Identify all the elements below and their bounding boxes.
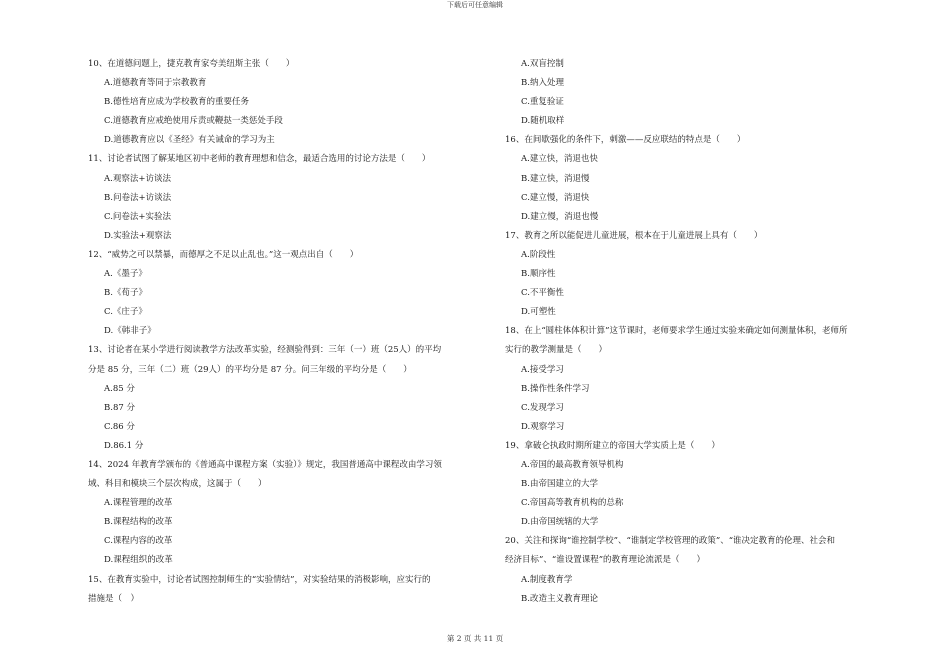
question-continuation: 域、科目和模块三个层次构成，这属于（ ） <box>88 479 267 490</box>
answer-option: A.课程管理的改革 <box>104 498 173 509</box>
question-text: 20、关注和探询“谁控制学校”、“谁制定学校管理的政策”、“谁决定教育的伦理、社会和 <box>505 536 836 547</box>
answer-option: A.道德教育等同于宗教教育 <box>104 78 207 89</box>
question-continuation: 实行的教学测量是（ ） <box>505 345 608 356</box>
answer-option: D.随机取样 <box>521 116 565 127</box>
answer-option: B.顺序性 <box>521 269 556 280</box>
left-column <box>88 55 488 609</box>
answer-option: A.帝国的最高教育领导机构 <box>521 459 624 470</box>
answer-option: A.双盲控制 <box>521 59 564 69</box>
answer-option: C.帝国高等教育机构的总称 <box>521 498 624 509</box>
question-text: 10、在道德问题上，捷克教育家夸美纽斯主张（ ） <box>88 59 295 69</box>
question-text: 17、教育之所以能促进儿童进展，根本在于儿童进展上具有（ ） <box>505 230 763 241</box>
question-text: 19、拿破仑执政时期所建立的帝国大学实质上是（ ） <box>505 440 720 451</box>
answer-option: B.87 分 <box>104 402 135 413</box>
answer-option: A.制度教育学 <box>521 574 573 585</box>
answer-option: A.观察法+访谈法 <box>104 173 171 184</box>
answer-option: C.不平衡性 <box>521 288 564 299</box>
answer-option: A.建立快，消退也快 <box>521 154 598 165</box>
question-text: 15、在教育实验中，讨论者试图控制师生的“实验情结”，对实验结果的消极影响，应实行的 <box>88 574 431 585</box>
answer-option: B.《荀子》 <box>104 288 147 299</box>
answer-option: C.重复验证 <box>521 97 564 108</box>
answer-option: C.道德教育应戒绝使用斥责或鞭挞一类惩处手段 <box>104 116 283 127</box>
answer-option: C.课程内容的改革 <box>104 536 173 547</box>
answer-option: D.可塑性 <box>521 307 556 318</box>
answer-option: D.《韩非子》 <box>104 326 156 337</box>
answer-option: D.建立慢，消退也慢 <box>521 211 599 222</box>
question-text: 16、在间歇强化的条件下，刺激——反应联结的特点是（ ） <box>505 135 746 146</box>
question-text: 18、在上“圆柱体体积计算”这节课时，老师要求学生通过实验来确定如何测量体积，老师所 <box>505 326 848 337</box>
answer-option: B.改造主义教育理论 <box>521 593 598 604</box>
answer-option: D.86.1 分 <box>104 440 144 451</box>
answer-option: C.86 分 <box>104 421 135 432</box>
page-header-note: 下载后可任意编辑 <box>447 1 503 9</box>
answer-option: D.课程组织的改革 <box>104 555 173 566</box>
question-continuation: 经济目标”、“谁设置课程”的教育理论流派是（ ） <box>505 555 706 566</box>
answer-option: D.由帝国统辖的大学 <box>521 517 599 528</box>
answer-option: C.建立慢，消退快 <box>521 192 590 203</box>
answer-option: B.操作性条件学习 <box>521 383 590 394</box>
question-text: 12、“威势之可以禁暴，而德厚之不足以止乱也。”这一观点出自（ ） <box>88 249 359 260</box>
question-continuation: 措施是（ ） <box>88 593 140 604</box>
question-text: 11、讨论者试图了解某地区初中老师的教育理想和信念，最适合选用的讨论方法是（ ） <box>88 154 431 165</box>
answer-option: B.德性培育应成为学校教育的重要任务 <box>104 97 249 108</box>
answer-option: A.85 分 <box>104 383 135 394</box>
answer-option: C.《庄子》 <box>104 307 147 318</box>
answer-option: A.接受学习 <box>521 364 564 375</box>
page-footer: 第 2 页 共 11 页 <box>446 634 504 643</box>
answer-option: D.观察学习 <box>521 421 565 432</box>
right-column <box>505 55 905 609</box>
question-text: 13、讨论者在某小学进行阅读教学方法改革实验，经测验得到：三年（一）班（25人）的平均 <box>88 345 442 356</box>
answer-option: B.建立快，消退慢 <box>521 173 590 184</box>
answer-option: D.道德教育应以《圣经》有关诫命的学习为主 <box>104 135 275 146</box>
answer-option: D.实验法+观察法 <box>104 230 172 241</box>
answer-option: A.阶段性 <box>521 249 556 260</box>
answer-option: B.问卷法+访谈法 <box>104 192 172 203</box>
answer-option: B.由帝国建立的大学 <box>521 479 598 490</box>
answer-option: B.课程结构的改革 <box>104 517 173 528</box>
answer-option: C.发现学习 <box>521 402 564 413</box>
question-text: 14、2024 年教育学颁布的《普通高中课程方案（实验）》规定，我国普通高中课程改由学习领 <box>88 459 442 470</box>
answer-option: A.《墨子》 <box>104 269 147 280</box>
answer-option: B.纳入处理 <box>521 78 564 89</box>
question-continuation: 分是 85 分，三年（二）班（29人）的平均分是 87 分。问三年级的平均分是（ ） <box>88 364 412 375</box>
answer-option: C.问卷法+实验法 <box>104 211 172 222</box>
